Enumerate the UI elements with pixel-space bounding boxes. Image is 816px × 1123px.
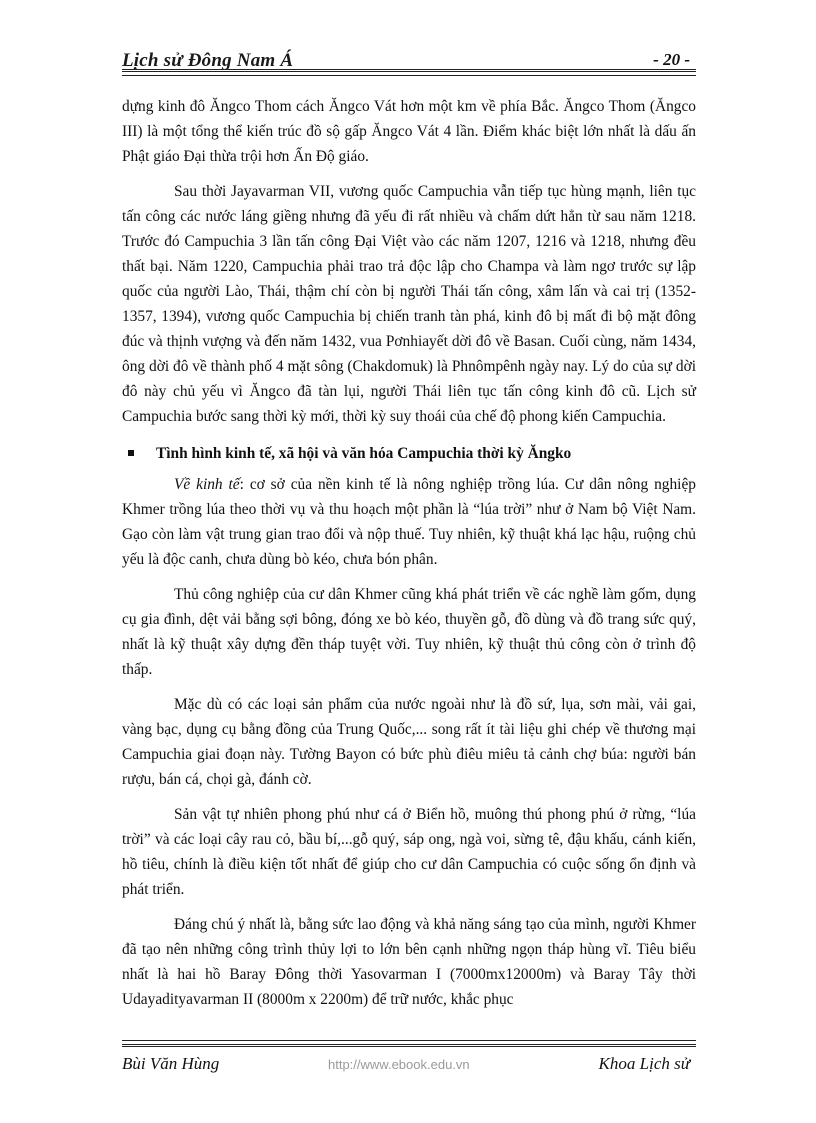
paragraph-angco-thom: dựng kinh đô Ăngco Thom cách Ăngco Vát hơn một km về phía Bắc. Ăngco Thom (Ăngco III) là một tổng thể kiến trúc đồ sộ gấp Ăngco Vát 4 lần. Điểm khác biệt lớn nhất là dấu ấn Phật giáo Đại thừa trội hơn Ấn Độ giáo. [122,98,696,165]
paragraph-handicraft: Thủ công nghiệp của cư dân Khmer cũng khá phát triển về các nghề làm gốm, dụng cụ gia đình, dệt vải bằng sợi bông, đóng xe bò kéo, thuyền gỗ, đồ dùng và đồ trang sức quý, nhất là kỹ thuật xây dựng đền tháp tuyệt vời. Tuy nhiên, kỹ thuật thủ công còn ở trình độ thấp. [122,586,696,678]
footer-rule [122,1040,696,1047]
footer-author: Bùi Văn Hùng [122,1054,220,1073]
footer-url-link[interactable]: http://www.ebook.edu.vn [328,1057,470,1072]
page-number: - 20 - [653,50,690,69]
paragraph-after-jayavarman: Sau thời Jayavarman VII, vương quốc Campuchia vẫn tiếp tục hùng mạnh, liên tục tấn công các nước láng giềng nhưng đã yếu đi rất nhiều và chấm dứt hẳn từ sau năm 1218. Trước đó Campuchia 3 lần tấn công Đại Việt vào các năm 1207, 1216 và 1218, nhưng đều thất bại. Năm 1220, Campuchia phải trao trả độc lập cho Champa và làm ngơ trước sự lập quốc của người Lào, Thái, thậm chí còn bị người Thái tấn công, xâm lấn và cai trị (1352-1357, 1394), vương quốc Campuchia bị chiến tranh tàn phá, kinh đô bị mất đi bộ mặt đông đúc và thịnh vượng và đến năm 1432, vua Pơnhiayết dời đô về Basan. Cuối cùng, năm 1434, ông dời đô về thành phố 4 mặt sông (Chakdomuk) là Phnômpênh ngày nay. Lý do của sự dời đô này chủ yếu vì Ăngco đã tàn lụi, người Thái liên tục tấn công kinh đô cũ. Lịch sử Campuchia bước sang thời kỳ mới, thời kỳ suy thoái của chế độ phong kiến Campuchia. [122,183,696,425]
footer-department: Khoa Lịch sử [598,1054,690,1073]
header-title: Lịch sử Đông Nam Á [122,50,294,71]
paragraph-trade: Mặc dù có các loại sản phẩm của nước ngoài như là đồ sứ, lụa, sơn mài, vải gai, vàng bạc, dụng cụ bằng đồng của Trung Quốc,... song rất ít tài liệu ghi chép về thương mại Campuchia giai đoạn này. Tường Bayon có bức phù điêu miêu tả cảnh chợ búa: người bán rượu, bán cá, chọi gà, đánh cờ. [122,696,696,788]
economy-lead: Về kinh tế [174,476,240,493]
paragraph-irrigation: Đáng chú ý nhất là, bằng sức lao động và khả năng sáng tạo của mình, người Khmer đã tạo nên những công trình thủy lợi to lớn bên cạnh những ngọn tháp hùng vĩ. Tiêu biểu nhất là hai hồ Baray Đông thời Yasovarman I (7000mx12000m) và Baray Tây thời Udayadityavarman II (8000m x 2200m) để trữ nước, khắc phục [122,916,696,1008]
header-rule [122,69,696,76]
section-heading [122,441,696,466]
page-body [122,94,696,1022]
economy-text: : cơ sở của nền kinh tế là nông nghiệp trồng lúa. Cư dân nông nghiệp Khmer trồng lúa theo thời vụ và thu hoạch một phần là “lúa trời” như ở Nam bộ Việt Nam. Gạo còn làm vật trung gian trao đổi và nộp thuế. Tuy nhiên, kỹ thuật khá lạc hậu, ruộng chủ yếu là độc canh, chưa dùng bò kéo, chưa bón phân. [122,476,696,568]
page-footer [122,1040,696,1084]
page-header [122,44,696,76]
section-heading-text: Tình hình kinh tế, xã hội và văn hóa Campuchia thời kỳ Ăngko [156,445,572,462]
paragraph-natural-products: Sản vật tự nhiên phong phú như cá ở Biển hồ, muông thú phong phú ở rừng, “lúa trời” và các loại cây rau cỏ, bầu bí,...gỗ quý, sáp ong, ngà voi, sừng tê, đậu khấu, cánh kiến, hồ tiêu, chính là điều kiện tốt nhất để giúp cho cư dân Campuchia có cuộc sống ổn định và phát triển. [122,806,696,898]
paragraph-economy [122,472,696,572]
square-bullet-icon [128,450,134,456]
